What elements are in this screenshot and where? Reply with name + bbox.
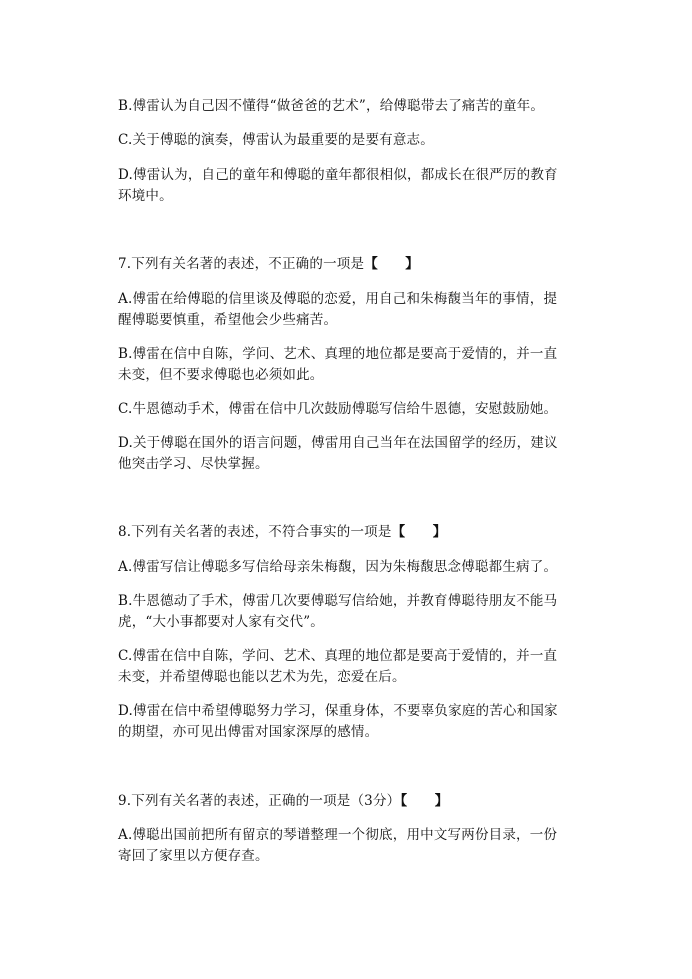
q7-option-d-line2: 他突击学习、尽快掌握。 [118, 456, 269, 472]
q8-option-b-line1: B.牛恩德动了手术，傅雷几次要傅聪写信给她，并教育傅聪待朋友不能马 [118, 593, 558, 609]
q8-option-c-line2: 未变，并希望傅聪也能以艺术为先，恋爱在后。 [118, 669, 406, 685]
q9-answer-bracket: 【 】 [400, 793, 449, 809]
q8-stem [118, 520, 446, 544]
q7-option-b-line1: B.傅雷在信中自陈，学问、艺术、真理的地位都是要高于爱情的，并一直 [118, 346, 558, 362]
q8-option-c-line1: C.傅雷在信中自陈，学问、艺术、真理的地位都是要高于爱情的，并一直 [118, 648, 558, 664]
q9-option-a-line1: A.傅聪出国前把所有留京的琴谱整理一个彻底，用中文写两份目录，一份 [118, 827, 558, 843]
q8-option-a: A.傅雷写信让傅聪多写信给母亲朱梅馥，因为朱梅馥思念傅聪都生病了。 [118, 559, 558, 575]
q8-stem-text: 8.下列有关名著的表述，不符合事实的一项是 [118, 524, 392, 540]
q6-option-d-line2: 环境中。 [118, 188, 173, 204]
q8-option-b-line2: 虎，“大小事都要对人家有交代”。 [118, 614, 325, 630]
q6-option-c: C.关于傅聪的演奏，傅雷认为最重要的是要有意志。 [118, 132, 434, 148]
q9-option-a-line2: 寄回了家里以方便存查。 [118, 848, 269, 864]
q6-option-d-line1: D.傅雷认为，自己的童年和傅聪的童年都很相似，都成长在很严厉的教育 [118, 167, 558, 183]
q7-option-b-line2: 未变，但不要求傅聪也必须如此。 [118, 367, 324, 383]
q7-option-d-line1: D.关于傅聪在国外的语言问题，傅雷用自己当年在法国留学的经历，建议 [118, 435, 558, 451]
q6-option-b: B.傅雷认为自己因不懂得“做爸爸的艺术”，给傅聪带去了痛苦的童年。 [118, 98, 545, 114]
q8-option-d-line1: D.傅雷在信中希望傅聪努力学习，保重身体，不要辜负家庭的苦心和国家 [118, 703, 558, 719]
q8-option-d-line2: 的期望，亦可见出傅雷对国家深厚的感情。 [118, 724, 379, 740]
q7-option-a-line2: 醒傅聪要慎重，希望他会少些痛苦。 [118, 312, 338, 328]
q8-answer-bracket: 【 】 [391, 524, 447, 540]
q7-stem [118, 252, 419, 276]
q7-option-c: C.牛恩德动手术，傅雷在信中几次鼓励傅聪写信给牛恩德，安慰鼓励她。 [118, 401, 558, 417]
q9-stem [118, 789, 448, 813]
q7-option-a-line1: A.傅雷在给傅聪的信里谈及傅聪的恋爱，用自己和朱梅馥当年的事情，提 [118, 291, 558, 307]
q9-stem-text: 9.下列有关名著的表述，正确的一项是（3分） [118, 793, 401, 809]
q7-answer-bracket: 【 】 [364, 256, 419, 272]
q7-stem-text: 7.下列有关名著的表述，不正确的一项是 [118, 256, 365, 272]
